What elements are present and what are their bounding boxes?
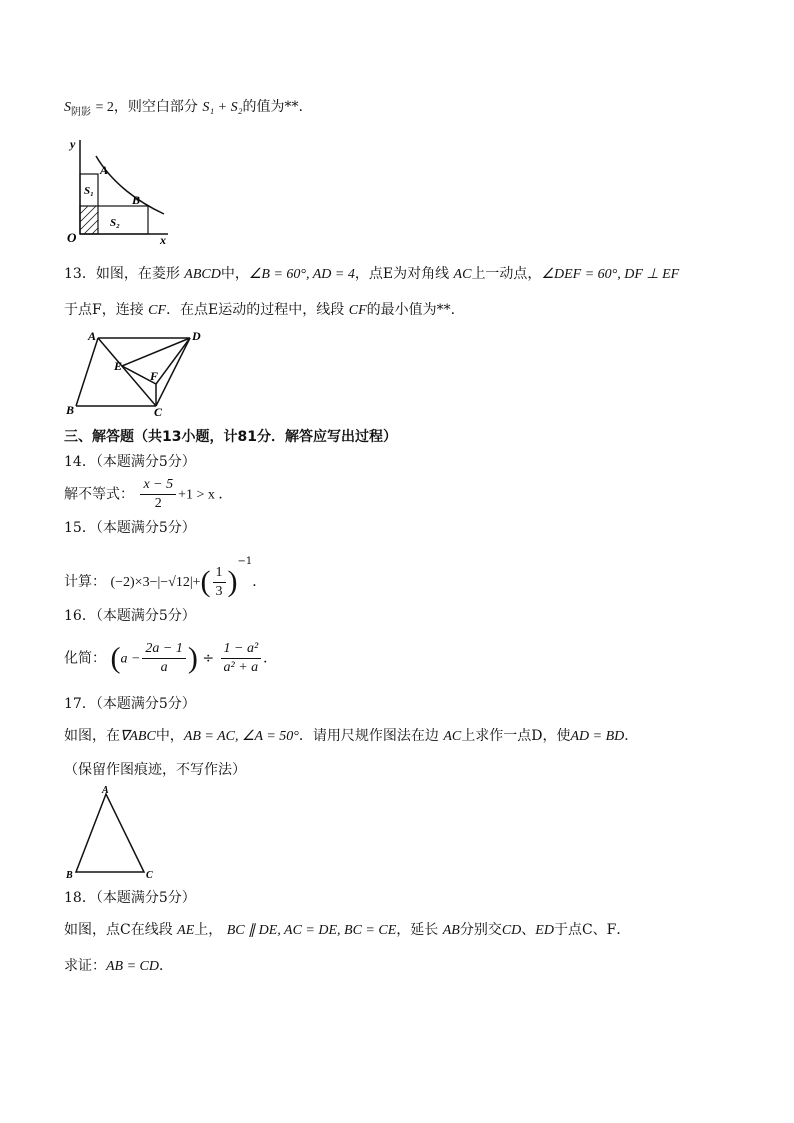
q12-line: $S_{阴影} = 2$，则空白部分 S₁ + S₂的值为**. <box>64 99 303 118</box>
point-b-label: B <box>66 403 75 416</box>
q18-line1: 如图，点C在线段 AE上， BC ∥ DE, AC = DE, BC = CE，延长 AB分别交CD、ED于点C、F． <box>64 922 631 938</box>
point-d-label: D <box>192 329 201 343</box>
axis-x-label: x <box>160 233 166 246</box>
point-a-label: A <box>88 329 97 343</box>
q16-body: 化简： (a − $\frac{2a - 1}{a}$ ) ÷ $\frac{\text{1 − a²}}{\text{a² + a}}$ ． <box>64 641 278 675</box>
q13-line1: 13．如图，在菱形 ABCD中，∠B = 60°, AD = 4，点E为对角线 AC上一动点，∠DEF = 60°, DF ⊥ EF <box>64 266 680 282</box>
q16-fraction-2: $\frac{\text{1 − a²}}{\text{a² + a}}$ <box>221 640 262 677</box>
axis-y-label: y <box>70 137 76 151</box>
q15-body: 计算： (−2)×3−|−√12|+( $\frac{1}{3}$ )$^{-1}$． <box>64 556 267 599</box>
point-f-label: F <box>150 369 159 383</box>
section-3-header: 三、解答题（共13小题，计81分．解答应写出过程） <box>64 429 397 445</box>
q14-head: 14．（本题满分5分） <box>64 454 196 470</box>
q18-line2: 求证：AB = CD． <box>64 958 173 974</box>
q16-fraction-1: $\frac{2a - 1}{a}$ <box>142 640 185 677</box>
q13-line2: 于点F，连接 CF．在点E运动的过程中，线段 CF的最小值为**. <box>64 302 456 318</box>
point-c-label: C <box>146 870 153 880</box>
figure-17-triangle <box>62 784 162 880</box>
figure-12-graph <box>62 134 174 246</box>
point-a-label: A <box>100 163 109 177</box>
q14-fraction: $\frac{x - 5}{2}$ <box>140 476 176 513</box>
point-b-label: B <box>132 193 141 207</box>
point-e-label: E <box>114 359 123 373</box>
point-a-label: A <box>102 785 109 796</box>
q18-head: 18．（本题满分5分） <box>64 890 196 906</box>
s2-label: S₂ <box>110 217 120 229</box>
q17-head: 17．（本题满分5分） <box>64 696 196 712</box>
q14-body: 解不等式： $\frac{x - 5}{2}$ +1 > x ． <box>64 477 233 511</box>
s1-label: S₁ <box>84 185 94 197</box>
origin-label: O <box>67 230 77 245</box>
q15-head: 15．（本题满分5分） <box>64 520 196 536</box>
q16-head: 16．（本题满分5分） <box>64 608 196 624</box>
figure-13-rhombus <box>62 328 212 416</box>
q17-line1: 如图，在∇ABC中，AB = AC, ∠A = 50°．请用尺规作图法在边 AC上求作一点D，使AD = BD． <box>64 728 639 744</box>
point-b-label: B <box>66 870 73 880</box>
q15-fraction: $\frac{1}{3}$ <box>213 564 226 601</box>
point-c-label: C <box>154 405 163 416</box>
S-shadow: $S_{阴影}$ <box>64 100 91 118</box>
q17-line2: （保留作图痕迹，不写作法） <box>64 762 246 778</box>
